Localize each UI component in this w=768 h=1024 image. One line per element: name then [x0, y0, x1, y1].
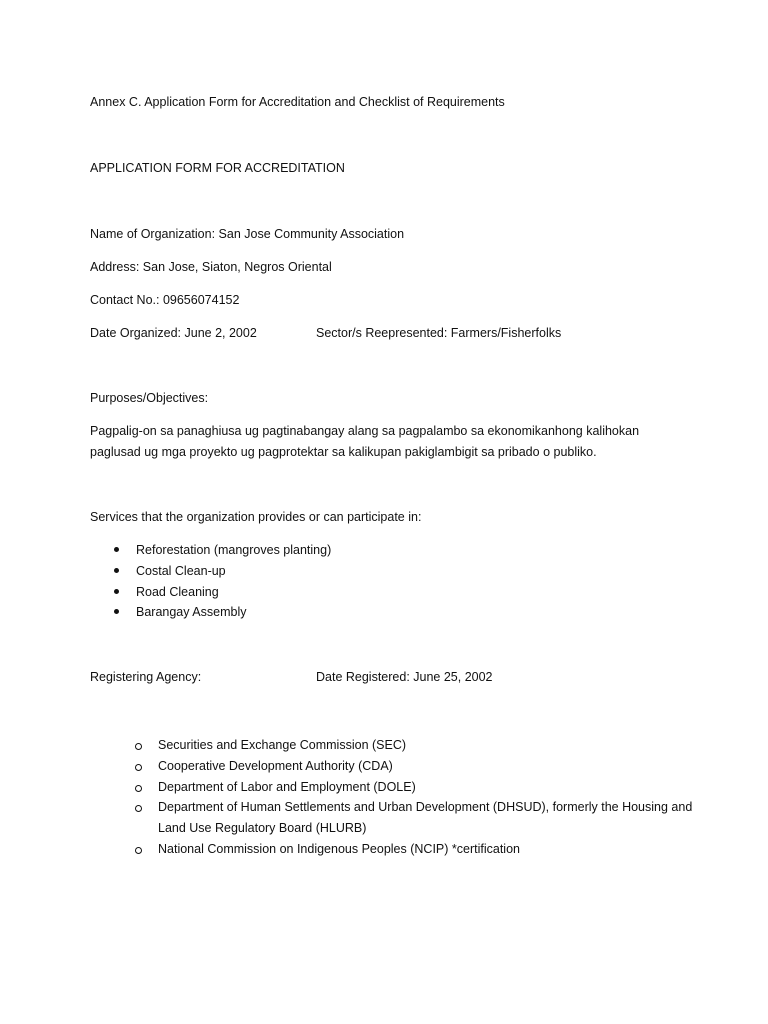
purposes-line-1: Pagpalig-on sa panaghiusa ug pagtinabangay alang sa pagpalambo sa ekonomikanhong kalihokan [90, 424, 640, 438]
list-item: Reforestation (mangroves planting) [90, 541, 331, 562]
services-list [90, 541, 331, 624]
purposes-text [90, 421, 690, 462]
bullet-icon [114, 589, 119, 594]
purposes-heading: Purposes/Objectives: [90, 391, 209, 405]
list-item: Barangay Assembly [90, 603, 331, 624]
sectors-field: Sector/s Reepresented: Farmers/Fisherfolks [316, 326, 562, 340]
services-heading: Services that the organization provides or can participate in: [90, 510, 422, 524]
list-item: Securities and Exchange Commission (SEC) [90, 735, 698, 756]
contact-field: Contact No.: 09656074152 [90, 293, 240, 307]
list-item: Department of Human Settlements and Urban Development (DHSUD), formerly the Housing and Land Use Regulatory Board (HLURB) [90, 797, 698, 839]
org-name-field: Name of Organization: San Jose Community Association [90, 227, 405, 241]
annex-title: Annex C. Application Form for Accreditation and Checklist of Requirements [90, 95, 505, 109]
registering-agency-label: Registering Agency: [90, 670, 202, 684]
circle-bullet-icon [135, 785, 142, 792]
circle-bullet-icon [135, 764, 142, 771]
date-organized-field: Date Organized: June 2, 2002 [90, 326, 257, 340]
list-item: Cooperative Development Authority (CDA) [90, 756, 698, 777]
circle-bullet-icon [135, 743, 142, 750]
list-item: Department of Labor and Employment (DOLE) [90, 777, 698, 798]
form-title: APPLICATION FORM FOR ACCREDITATION [90, 161, 345, 175]
bullet-icon [114, 568, 119, 573]
bullet-icon [114, 609, 119, 614]
purposes-line-2: paglusad ug mga proyekto ug pagprotektar sa kalikupan pakiglambigit sa pribado o publiko. [90, 444, 597, 459]
date-registered-field: Date Registered: June 25, 2002 [316, 670, 493, 684]
circle-bullet-icon [135, 847, 142, 854]
address-field: Address: San Jose, Siaton, Negros Oriental [90, 260, 332, 274]
list-item: Road Cleaning [90, 583, 331, 604]
agency-list [90, 735, 698, 860]
circle-bullet-icon [135, 805, 142, 812]
list-item: Costal Clean-up [90, 562, 331, 583]
bullet-icon [114, 547, 119, 552]
list-item: National Commission on Indigenous Peoples (NCIP) *certification [90, 839, 698, 860]
